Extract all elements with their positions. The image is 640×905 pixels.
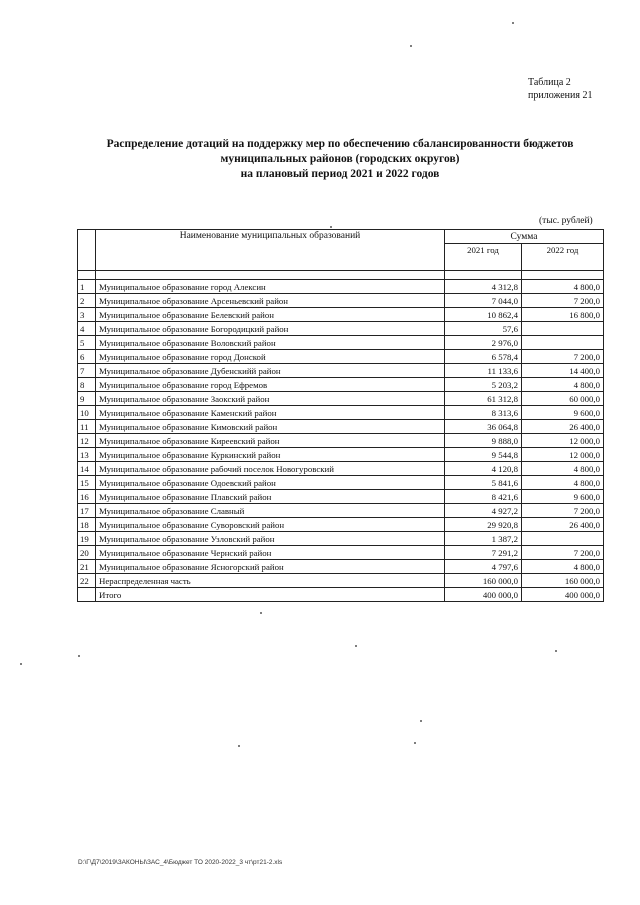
row-municipality-name: Муниципальное образование Арсеньевский район: [96, 294, 445, 308]
units-label: (тыс. рублей): [539, 216, 593, 226]
table-row: [78, 490, 604, 504]
row-amount-2022: 4 800,0: [522, 378, 604, 392]
title-line-2: муниципальных районов (городских округов): [220, 153, 460, 165]
file-path-footer: D:\Г\Д7\2019\ЗАКОНЫ\ЗАС_4\Бюджет ТО 2020-2022_3 чт\рт21-2.xls: [78, 859, 283, 866]
table-row: [78, 336, 604, 350]
row-number: 6: [78, 350, 96, 364]
row-municipality-name: Муниципальное образование Воловский район: [96, 336, 445, 350]
table-row: [78, 448, 604, 462]
scan-speck: [410, 45, 412, 47]
row-number: 12: [78, 434, 96, 448]
row-number: [78, 588, 96, 602]
row-amount-2022: [522, 532, 604, 546]
row-number: 7: [78, 364, 96, 378]
title-line-3: на плановый период 2021 и 2022 годов: [240, 168, 440, 180]
row-amount-2021: 4 927,2: [445, 504, 522, 518]
table-row: [78, 350, 604, 364]
header-name: Наименование муниципальных образований: [96, 230, 445, 271]
scan-speck: [512, 22, 514, 24]
row-municipality-name: Муниципальное образование город Донской: [96, 350, 445, 364]
row-municipality-name: Муниципальное образование Богородицкий район: [96, 322, 445, 336]
scan-speck: [20, 663, 22, 665]
table-row: [78, 378, 604, 392]
row-municipality-name: Муниципальное образование Узловский район: [96, 532, 445, 546]
row-number: 15: [78, 476, 96, 490]
row-municipality-name: Муниципальное образование Заокский район: [96, 392, 445, 406]
row-number: 2: [78, 294, 96, 308]
row-amount-2022: 9 600,0: [522, 490, 604, 504]
header-year-2021: 2021 год: [445, 244, 522, 271]
row-amount-2022: [522, 336, 604, 350]
table-row: [78, 322, 604, 336]
table-row: [78, 546, 604, 560]
row-number: 19: [78, 532, 96, 546]
table-row: [78, 420, 604, 434]
row-amount-2021: 7 044,0: [445, 294, 522, 308]
row-municipality-name: Муниципальное образование Каменский район: [96, 406, 445, 420]
table-row: [78, 574, 604, 588]
row-amount-2022: 7 200,0: [522, 294, 604, 308]
table-row: [78, 280, 604, 294]
table-row: [78, 308, 604, 322]
row-number: 11: [78, 420, 96, 434]
header-year-2022: 2022 год: [522, 244, 604, 271]
row-amount-2022: 26 400,0: [522, 420, 604, 434]
table-row: [78, 476, 604, 490]
row-amount-2021: 4 312,8: [445, 280, 522, 294]
row-municipality-name: Муниципальное образование рабочий поселок Новогуровский: [96, 462, 445, 476]
row-municipality-name: Муниципальное образование Киреевский район: [96, 434, 445, 448]
row-number: 21: [78, 560, 96, 574]
row-amount-2021: 6 578,4: [445, 350, 522, 364]
row-amount-2021: 57,6: [445, 322, 522, 336]
row-amount-2021: 8 313,6: [445, 406, 522, 420]
row-amount-2021: 29 920,8: [445, 518, 522, 532]
table-row: [78, 588, 604, 602]
table-row: [78, 532, 604, 546]
scan-speck: [78, 655, 80, 657]
row-amount-2022: 4 800,0: [522, 462, 604, 476]
row-amount-2021: 2 976,0: [445, 336, 522, 350]
table-row: [78, 462, 604, 476]
row-amount-2021: 4 120,8: [445, 462, 522, 476]
row-amount-2021: 160 000,0: [445, 574, 522, 588]
row-municipality-name: Муниципальное образование Дубенскийй район: [96, 364, 445, 378]
table-row: [78, 560, 604, 574]
row-amount-2022: 16 800,0: [522, 308, 604, 322]
row-number: 8: [78, 378, 96, 392]
annex-appendix-label: приложения 21: [528, 90, 593, 101]
row-number: 13: [78, 448, 96, 462]
row-amount-2021: 9 544,8: [445, 448, 522, 462]
row-municipality-name: Муниципальное образование город Алексин: [96, 280, 445, 294]
scan-speck: [420, 720, 422, 722]
spacer-cell: [522, 271, 604, 280]
scan-speck: [330, 226, 332, 228]
row-municipality-name: Муниципальное образование Суворовский район: [96, 518, 445, 532]
table-row: [78, 518, 604, 532]
row-amount-2021: 9 888,0: [445, 434, 522, 448]
scan-speck: [555, 650, 557, 652]
spacer-cell: [445, 271, 522, 280]
row-amount-2022: 7 200,0: [522, 350, 604, 364]
row-amount-2022: [522, 322, 604, 336]
row-number: 1: [78, 280, 96, 294]
row-amount-2022: 14 400,0: [522, 364, 604, 378]
annex-table-label: Таблица 2: [528, 77, 571, 88]
row-amount-2021: 36 064,8: [445, 420, 522, 434]
table-row: [78, 504, 604, 518]
row-number: 16: [78, 490, 96, 504]
row-municipality-name: Муниципальное образование город Ефремов: [96, 378, 445, 392]
row-municipality-name: Муниципальное образование Ясногорский район: [96, 560, 445, 574]
row-amount-2022: 7 200,0: [522, 504, 604, 518]
scan-speck: [260, 612, 262, 614]
row-amount-2022: 4 800,0: [522, 560, 604, 574]
row-amount-2021: 5 841,6: [445, 476, 522, 490]
row-municipality-name: Итого: [96, 588, 445, 602]
spacer-cell: [96, 271, 445, 280]
row-amount-2022: 4 800,0: [522, 476, 604, 490]
row-amount-2021: 1 387,2: [445, 532, 522, 546]
row-number: 20: [78, 546, 96, 560]
row-amount-2022: 4 800,0: [522, 280, 604, 294]
row-number: 14: [78, 462, 96, 476]
row-amount-2021: 11 133,6: [445, 364, 522, 378]
row-amount-2021: 5 203,2: [445, 378, 522, 392]
title-line-1: Распределение дотаций на поддержку мер по обеспечению сбалансированности бюджетов: [106, 138, 574, 150]
row-amount-2021: 61 312,8: [445, 392, 522, 406]
scan-speck: [355, 645, 357, 647]
row-number: 22: [78, 574, 96, 588]
row-number: 18: [78, 518, 96, 532]
row-amount-2022: 60 000,0: [522, 392, 604, 406]
table-row: [78, 406, 604, 420]
row-number: 10: [78, 406, 96, 420]
row-number: 4: [78, 322, 96, 336]
row-municipality-name: Муниципальное образование Одоевский район: [96, 476, 445, 490]
spacer-cell: [78, 271, 96, 280]
row-amount-2022: 12 000,0: [522, 448, 604, 462]
row-municipality-name: Муниципальное образование Кимовский район: [96, 420, 445, 434]
scan-speck: [238, 745, 240, 747]
row-number: 5: [78, 336, 96, 350]
row-amount-2022: 400 000,0: [522, 588, 604, 602]
header-num-cell: [78, 230, 96, 271]
row-amount-2021: 7 291,2: [445, 546, 522, 560]
row-municipality-name: Нераспределенная часть: [96, 574, 445, 588]
table-body: [78, 280, 604, 602]
table-row: [78, 434, 604, 448]
annex-reference: [528, 76, 592, 102]
row-amount-2022: 7 200,0: [522, 546, 604, 560]
row-municipality-name: Муниципальное образование Чернский район: [96, 546, 445, 560]
row-amount-2021: 10 862,4: [445, 308, 522, 322]
row-amount-2021: 8 421,6: [445, 490, 522, 504]
row-number: 17: [78, 504, 96, 518]
table-row: [78, 392, 604, 406]
subsidy-table: [77, 229, 604, 602]
row-municipality-name: Муниципальное образование Белевский район: [96, 308, 445, 322]
row-amount-2021: 400 000,0: [445, 588, 522, 602]
row-amount-2022: 26 400,0: [522, 518, 604, 532]
row-municipality-name: Муниципальное образование Куркинский район: [96, 448, 445, 462]
table-row: [78, 294, 604, 308]
header-sum: Сумма: [445, 230, 604, 244]
scan-speck: [414, 742, 416, 744]
row-municipality-name: Муниципальное образование Славный: [96, 504, 445, 518]
row-municipality-name: Муниципальное образование Плавский район: [96, 490, 445, 504]
row-amount-2022: 12 000,0: [522, 434, 604, 448]
document-title: [60, 137, 620, 182]
row-number: 9: [78, 392, 96, 406]
row-amount-2022: 9 600,0: [522, 406, 604, 420]
row-number: 3: [78, 308, 96, 322]
row-amount-2022: 160 000,0: [522, 574, 604, 588]
table-row: [78, 364, 604, 378]
row-amount-2021: 4 797,6: [445, 560, 522, 574]
